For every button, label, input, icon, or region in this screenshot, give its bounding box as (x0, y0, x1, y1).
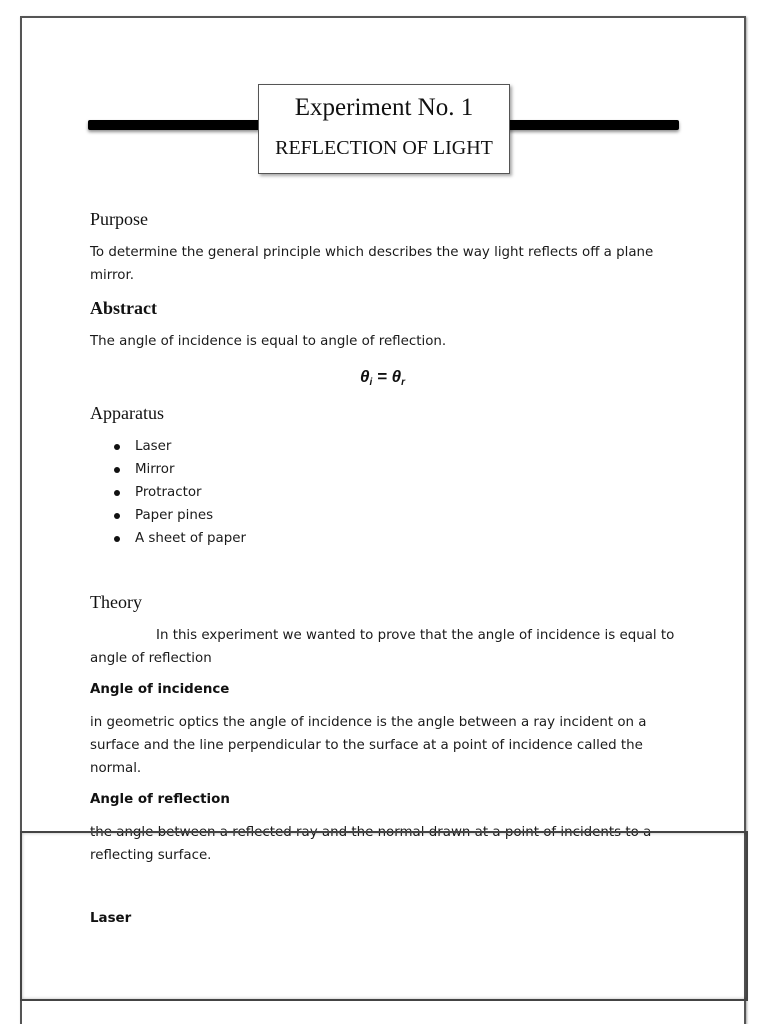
experiment-title: Experiment No. 1 (294, 94, 474, 121)
theory-intro-line2: angle of reflection (90, 651, 212, 666)
angle-of-incidence-heading: Angle of incidence (90, 682, 230, 697)
list-item: Protractor (112, 481, 246, 504)
abstract-heading: Abstract (90, 298, 157, 318)
theta-i: θ (360, 367, 370, 386)
reflection-text-line1: the angle between a reflected ray and the normal drawn at a point of incidents to a (90, 825, 652, 840)
list-item: Mirror (112, 458, 246, 481)
list-item: Paper pines (112, 504, 246, 527)
theta-r: θ (391, 367, 402, 386)
title-box (258, 84, 510, 174)
purpose-text-line2: mirror. (90, 268, 134, 283)
header-rule-right (508, 120, 679, 130)
list-item: Laser (112, 435, 246, 458)
apparatus-heading: Apparatus (90, 403, 164, 423)
header-rule-left (88, 120, 260, 130)
theory-heading: Theory (90, 592, 142, 612)
angle-of-reflection-heading: Angle of reflection (90, 792, 230, 807)
subscript-i: i (369, 377, 373, 388)
incidence-text-line1: in geometric optics the angle of incidence is the angle between a ray incident on a (90, 715, 647, 730)
apparatus-list (112, 435, 246, 550)
abstract-text: The angle of incidence is equal to angle of reflection. (90, 334, 447, 349)
purpose-heading: Purpose (90, 209, 148, 229)
theory-intro-line1 (90, 624, 680, 647)
reflection-text-line2: reflecting surface. (90, 848, 212, 863)
experiment-subtitle: REFLECTION OF LIGHT (275, 137, 493, 159)
incidence-text-line2: surface and the line perpendicular to the surface at a point of incidence called the (90, 738, 643, 753)
incidence-text-line3: normal. (90, 761, 142, 776)
list-item: A sheet of paper (112, 527, 246, 550)
equals-sign: = (372, 367, 392, 386)
reflection-equation (360, 366, 405, 394)
laser-heading: Laser (90, 911, 132, 926)
purpose-text-line1: To determine the general principle which describes the way light reflects off a plane (90, 245, 654, 260)
subscript-r: r (401, 377, 406, 388)
theory-intro-text: In this experiment we wanted to prove that the angle of incidence is equal to (156, 628, 675, 643)
